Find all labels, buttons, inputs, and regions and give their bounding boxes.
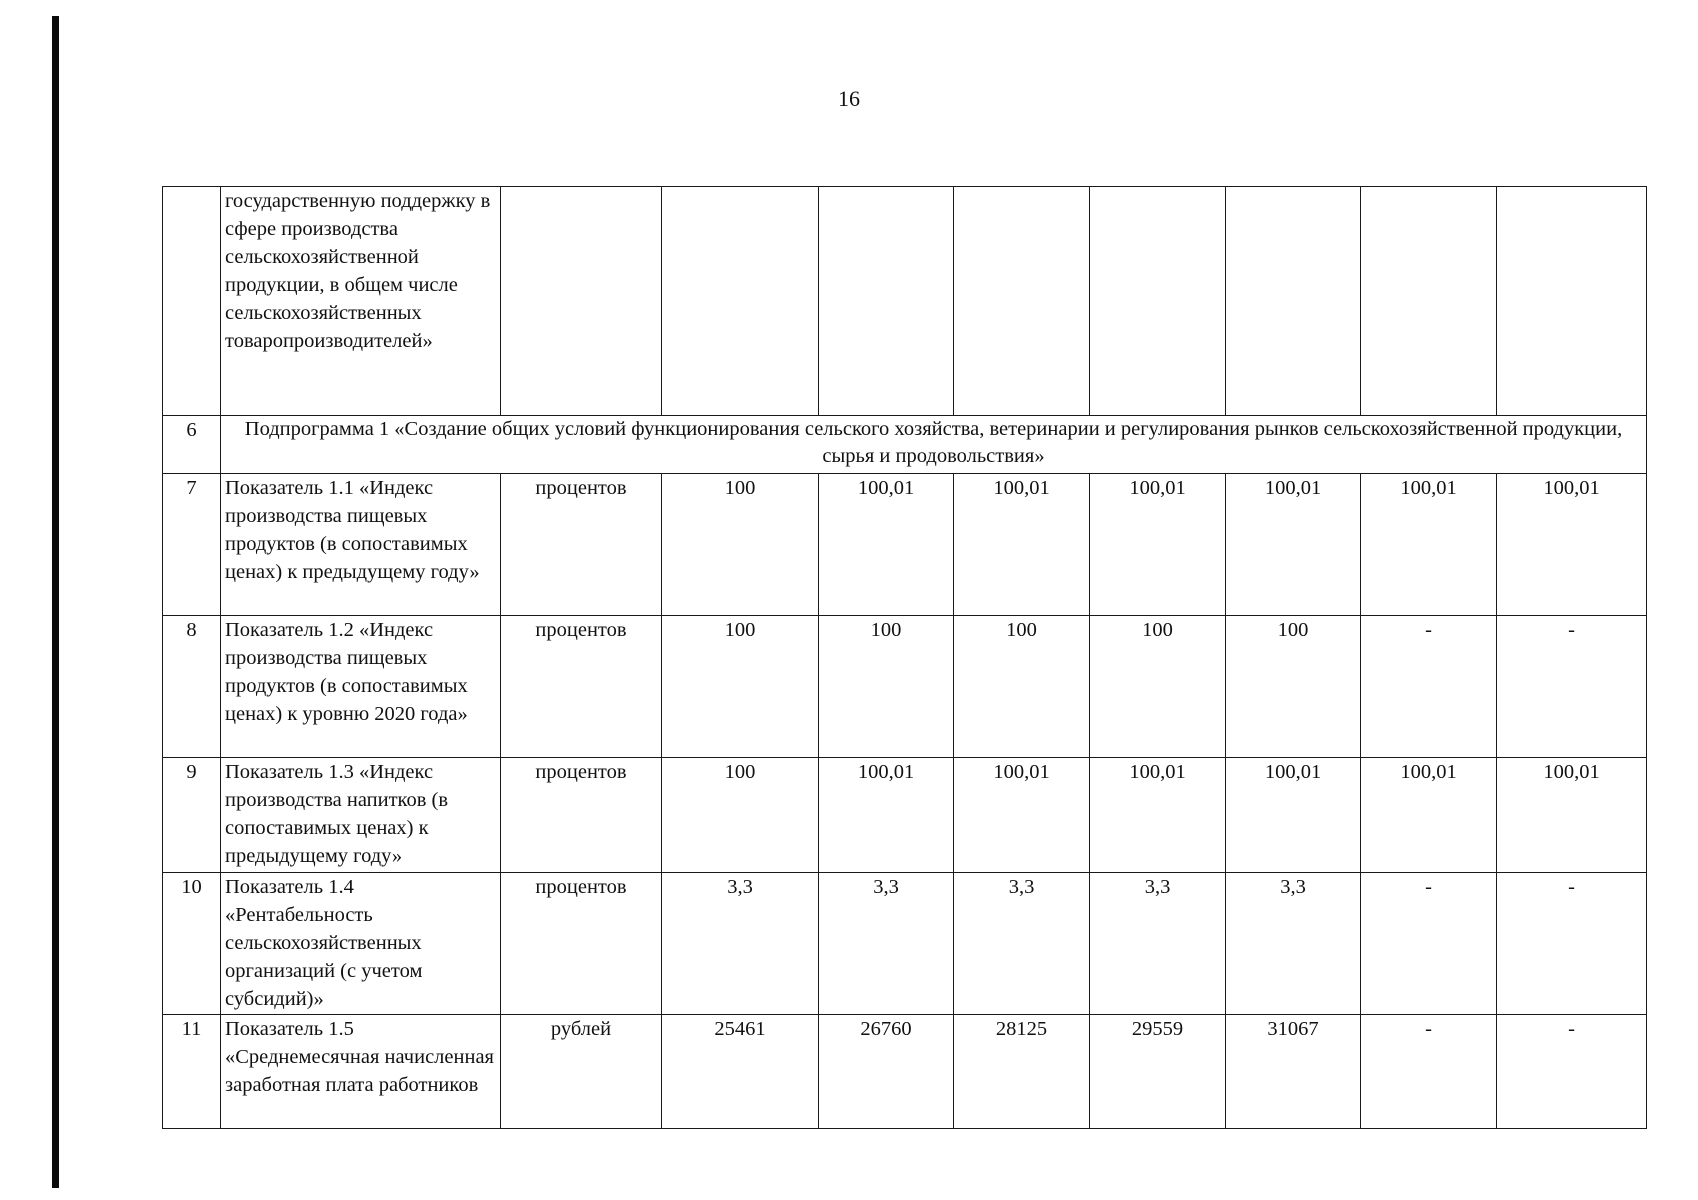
- value-cell: 100,01: [1226, 758, 1361, 873]
- value-cell: 3,3: [819, 873, 954, 1015]
- indicator-name-cell: государственную поддержку в сфере производства сельскохозяйственной продукции, в общем числе сельскохозяйственных товаропроизводителей»: [221, 187, 501, 416]
- indicator-name-cell: Показатель 1.5 «Среднемесячная начисленная заработная плата работников: [221, 1015, 501, 1129]
- value-cell: 100,01: [1361, 758, 1497, 873]
- value-cell: 100: [662, 616, 819, 758]
- value-cell: [819, 187, 954, 416]
- row-number-cell: 11: [163, 1015, 221, 1129]
- value-cell: 28125: [954, 1015, 1090, 1129]
- unit-cell: процентов: [501, 474, 662, 616]
- value-cell: 100: [1226, 616, 1361, 758]
- value-cell: [1090, 187, 1226, 416]
- value-cell: 29559: [1090, 1015, 1226, 1129]
- table-row: [163, 758, 1647, 873]
- value-cell: 100,01: [1497, 758, 1647, 873]
- value-cell: -: [1361, 1015, 1497, 1129]
- unit-cell: процентов: [501, 873, 662, 1015]
- row-number-cell: 8: [163, 616, 221, 758]
- row-number-cell: 7: [163, 474, 221, 616]
- value-cell: 3,3: [954, 873, 1090, 1015]
- row-number-cell: 6: [163, 416, 221, 474]
- value-cell: [662, 187, 819, 416]
- value-cell: [1361, 187, 1497, 416]
- row-number-cell: 9: [163, 758, 221, 873]
- unit-cell: процентов: [501, 758, 662, 873]
- value-cell: 100,01: [1090, 758, 1226, 873]
- subprogram-title-cell: Подпрограмма 1 «Создание общих условий функционирования сельского хозяйства, ветеринарии и регулирования рынков сельскохозяйственной продукции, сырья и продовольствия»: [221, 416, 1647, 474]
- value-cell: 3,3: [662, 873, 819, 1015]
- scan-edge-bar: [52, 16, 59, 1188]
- value-cell: 100,01: [1361, 474, 1497, 616]
- value-cell: 100: [662, 474, 819, 616]
- value-cell: 100,01: [819, 758, 954, 873]
- unit-cell: процентов: [501, 616, 662, 758]
- value-cell: 100,01: [1497, 474, 1647, 616]
- value-cell: -: [1361, 873, 1497, 1015]
- indicator-name-cell: Показатель 1.3 «Индекс производства напитков (в сопоставимых ценах) к предыдущему году»: [221, 758, 501, 873]
- value-cell: 100,01: [954, 758, 1090, 873]
- value-cell: 100,01: [1226, 474, 1361, 616]
- value-cell: 100: [819, 616, 954, 758]
- page-number: 16: [838, 86, 860, 111]
- indicator-name-cell: Показатель 1.1 «Индекс производства пищевых продуктов (в сопоставимых ценах) к предыдущему году»: [221, 474, 501, 616]
- indicator-name-cell: Показатель 1.4 «Рентабельность сельскохозяйственных организаций (с учетом субсидий)»: [221, 873, 501, 1015]
- unit-cell: [501, 187, 662, 416]
- value-cell: -: [1361, 616, 1497, 758]
- row-number-cell: 10: [163, 873, 221, 1015]
- value-cell: -: [1497, 873, 1647, 1015]
- indicators-table: [162, 186, 1647, 1129]
- table-row: [163, 474, 1647, 616]
- value-cell: 26760: [819, 1015, 954, 1129]
- table-row: [163, 1015, 1647, 1129]
- table-row: [163, 616, 1647, 758]
- value-cell: 100,01: [819, 474, 954, 616]
- value-cell: 31067: [1226, 1015, 1361, 1129]
- table-row-continuation: [163, 187, 1647, 416]
- value-cell: 3,3: [1090, 873, 1226, 1015]
- table-row-section: [163, 416, 1647, 474]
- value-cell: [1497, 187, 1647, 416]
- value-cell: 100,01: [954, 474, 1090, 616]
- value-cell: -: [1497, 616, 1647, 758]
- row-number-cell: [163, 187, 221, 416]
- value-cell: -: [1497, 1015, 1647, 1129]
- table-row: [163, 873, 1647, 1015]
- value-cell: [1226, 187, 1361, 416]
- value-cell: 100: [1090, 616, 1226, 758]
- value-cell: 100,01: [1090, 474, 1226, 616]
- value-cell: 3,3: [1226, 873, 1361, 1015]
- value-cell: [954, 187, 1090, 416]
- value-cell: 100: [662, 758, 819, 873]
- value-cell: 100: [954, 616, 1090, 758]
- indicator-name-cell: Показатель 1.2 «Индекс производства пищевых продуктов (в сопоставимых ценах) к уровню 2020 года»: [221, 616, 501, 758]
- value-cell: 25461: [662, 1015, 819, 1129]
- unit-cell: рублей: [501, 1015, 662, 1129]
